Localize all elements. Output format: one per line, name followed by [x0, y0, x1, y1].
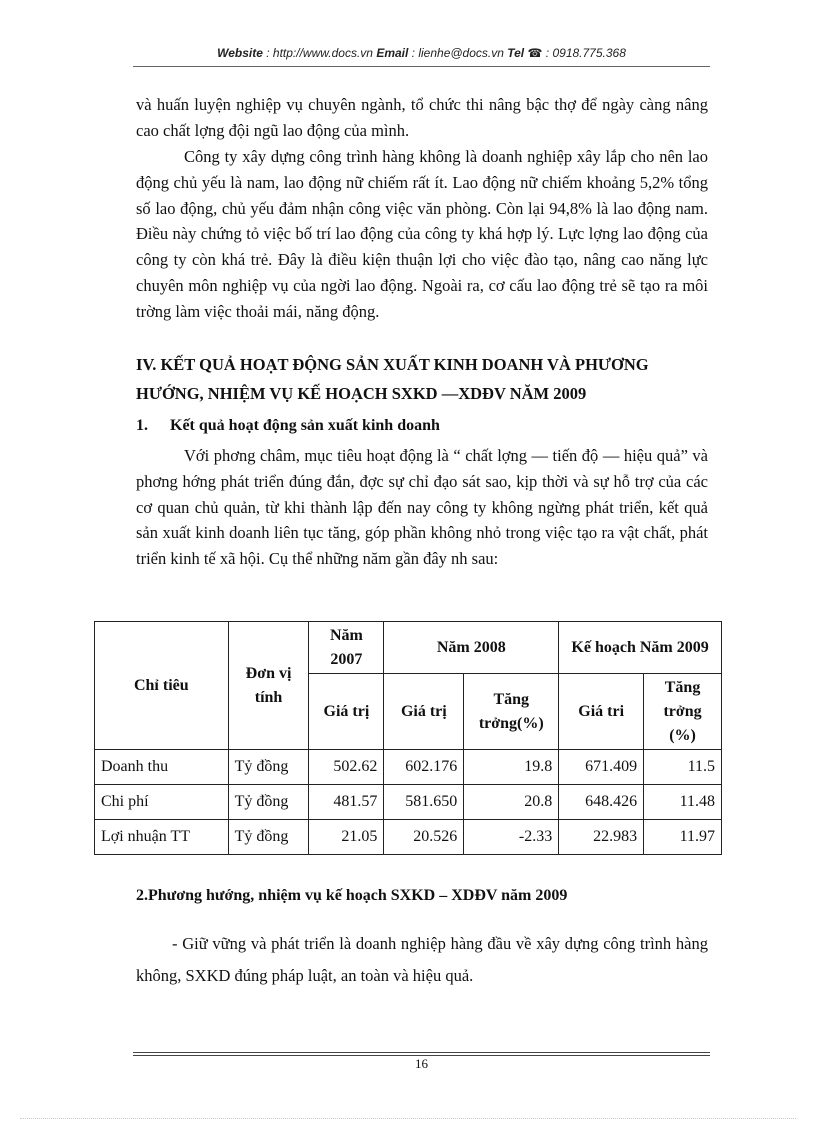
header-gia-tri-2009: Giá tri: [559, 674, 644, 750]
row-value-2007: 21.05: [309, 820, 384, 855]
email-label: Email: [376, 46, 409, 60]
subsection-heading-2: [136, 887, 567, 905]
table-row: [95, 750, 722, 785]
paragraph-2: Công ty xây dựng công trình hàng không là doanh nghiệp xây lắp cho nên lao động chủ yếu là nam, lao động nữ chiếm rất ít. Lao động nữ chiếm khoảng 5,2% tổng số lao động, chủ yếu đảm nhận công việc văn phòng. Còn lại 94,8% là lao động nam. Điều này chứng tỏ việc bố trí lao động của công ty khá hợp lý. Lực lợng lao động của công ty còn khá trẻ. Đây là điều kiện thuận lợi cho việc đào tạo, nâng cao năng lực chuyên môn nghiệp vụ của ngời lao động. Ngoài ra, cơ cấu lao động trẻ sẽ tạo ra môi trờng làm việc thoải mái, năng động.: [136, 147, 708, 321]
page-edge-dotted-line: [20, 1118, 796, 1119]
header-ke-hoach-2009: Kế hoạch Năm 2009: [559, 622, 722, 674]
row-growth-2009: 11.97: [644, 820, 722, 855]
row-name: Doanh thu: [95, 750, 229, 785]
row-value-2009: 671.409: [559, 750, 644, 785]
row-unit: Tỷ đồng: [228, 750, 309, 785]
header-nam-2007: Năm 2007: [309, 622, 384, 674]
row-unit: Tỷ đồng: [228, 820, 309, 855]
header-tang-truong-2009: Tăng trởng (%): [644, 674, 722, 750]
header-gia-tri-2007: Giá trị: [309, 674, 384, 750]
website-label: Website: [217, 46, 263, 60]
row-value-2008: 581.650: [384, 785, 464, 820]
paragraph-4: - Giữ vững và phát triển là doanh nghiệp hàng đầu về xây dựng công trình hàng không, SXKD đúng pháp luật, an toàn và hiệu quả.: [136, 934, 708, 985]
paragraph-1: và huấn luyện nghiệp vụ chuyên ngành, tổ chức thi nâng bậc thợ để ngày càng nâng cao chất lợng đội ngũ lao động của mình.: [136, 95, 708, 140]
header-divider: [133, 66, 710, 67]
table-header-row: [95, 622, 722, 674]
row-growth-2008: 20.8: [464, 785, 559, 820]
header-tang-truong-2008: Tăng trởng(%): [464, 674, 559, 750]
row-unit: Tỷ đồng: [228, 785, 309, 820]
section-heading-iv: IV. KẾT QUẢ HOẠT ĐỘNG SẢN XUẤT KINH DOANH VÀ PHƯƠNG HƯỚNG, NHIỆM VỤ KẾ HOẠCH SXKD —XDĐV NĂM 2009: [136, 355, 649, 403]
row-growth-2008: -2.33: [464, 820, 559, 855]
tel-value: : 0918.775.368: [545, 46, 626, 60]
row-growth-2009: 11.48: [644, 785, 722, 820]
footer-divider: [133, 1052, 710, 1053]
subsection-heading-1: [136, 417, 440, 435]
table-row: [95, 820, 722, 855]
row-value-2007: 481.57: [309, 785, 384, 820]
subsection-title: Kết quả hoạt động sản xuất kinh doanh: [170, 417, 440, 434]
row-value-2009: 22.983: [559, 820, 644, 855]
header-nam-2008: Năm 2008: [384, 622, 559, 674]
phone-icon: ☎: [527, 46, 543, 60]
header-chi-tieu: Chỉ tiêu: [95, 622, 229, 750]
row-value-2008: 20.526: [384, 820, 464, 855]
results-table: [94, 621, 722, 855]
website-value: : http://www.docs.vn: [266, 46, 373, 60]
row-growth-2009: 11.5: [644, 750, 722, 785]
header-gia-tri-2008: Giá trị: [384, 674, 464, 750]
paragraph-3: Với phơng châm, mục tiêu hoạt động là “ chất lợng — tiến độ — hiệu quả” và phơng hớng phát triển đúng đắn, đợc sự chỉ đạo sát sao, kịp thời và sự hỗ trợ của các cơ quan chủ quản, từ khi thành lập đến nay công ty không ngừng phát triển, kết quả sản xuất kinh doanh liên tục tăng, góp phần không nhỏ trong việc tạo ra vật chất, phát triển kinh tế xã hội. Cụ thể những năm gần đây nh sau:: [136, 446, 708, 569]
row-name: Chi phí: [95, 785, 229, 820]
subsection-title: Phương hướng, nhiệm vụ kế hoạch SXKD – XDĐV năm 2009: [148, 887, 568, 904]
header-don-vi: Đơn vị tính: [228, 622, 309, 750]
row-value-2007: 502.62: [309, 750, 384, 785]
table-row: [95, 785, 722, 820]
subsection-number: 2.: [136, 887, 148, 904]
row-growth-2008: 19.8: [464, 750, 559, 785]
page-number: 16: [415, 1056, 428, 1071]
tel-label: Tel: [507, 46, 525, 60]
subsection-number: 1.: [136, 417, 148, 434]
row-value-2008: 602.176: [384, 750, 464, 785]
row-value-2009: 648.426: [559, 785, 644, 820]
page-header: [133, 46, 710, 60]
email-value: : lienhe@docs.vn: [411, 46, 504, 60]
row-name: Lợi nhuận TT: [95, 820, 229, 855]
